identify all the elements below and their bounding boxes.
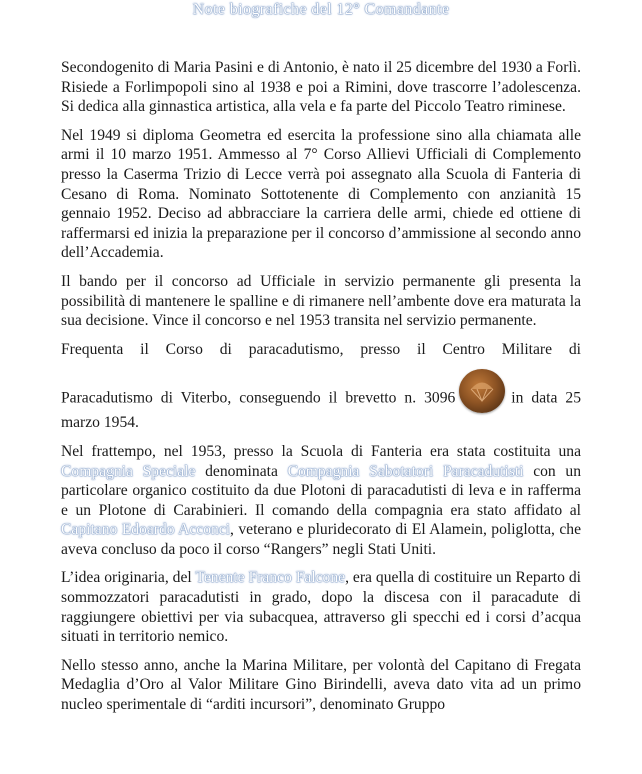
link-compagnia-speciale[interactable]: Compagnia Speciale [61, 462, 196, 480]
paragraph-4-text-b: in data 25 marzo 1954. [61, 389, 581, 432]
paragraph-6-text-b: , era quella di costituire un Reparto di sommozzatori paracadutisti in grado, dopo la discesa con il paracadute di raggiungere obiettivi per via subacquea, attraverso gli specchi ed i corsi d’acqua situati in territorio nemico. [61, 569, 581, 646]
link-tenente-falcone[interactable]: Tenente Franco Falcone [195, 569, 346, 587]
paragraph-4-line-1: Frequenta il Corso di paracadutismo, presso il Centro Militare di [61, 340, 581, 358]
paragraph-1: Secondogenito di Maria Pasini e di Antonio, è nato il 25 dicembre del 1930 a Forlì. Risiede a Forlimpopoli sino al 1938 e poi a Rimini, dove trascorre l’adolescenza. Si dedica alla ginnastica artistica, alla vela e fa parte del Piccolo Teatro riminese. [61, 59, 581, 116]
paragraph-4-text-a: Paracadutismo di Viterbo, conseguendo il brevetto n. 3096 [61, 389, 456, 407]
paragraph-6-text-a: L’idea originaria, del [61, 569, 196, 587]
paragraph-7: Nello stesso anno, anche la Marina Militare, per volontà del Capitano di Fregata Medaglia d’Oro al Valor Militare Gino Birindelli, aveva dato vita ad un primo nucleo sperimentale di “arditi incursori”, denominato Gruppo [61, 656, 581, 714]
paragraph-5-text-b: denominata [195, 462, 288, 480]
paragraph-3: Il bando per il concorso ad Ufficiale in servizio permanente gli presenta la possibilità di mantenere le spalline e di rimanere nell’ambente dove era maturata la sua decisione. Vince il concorso e nel 1953 transita nel servizio permanente. [61, 272, 581, 330]
paragraph-2: Nel 1949 si diploma Geometra ed esercita la professione sino alla chiamata alle armi il 10 marzo 1951. Ammesso al 7° Corso Allievi Ufficiali di Complemento presso la Caserma Trizio di Lecce verrà poi assegnato alla Scuola di Fanteria di Cesano di Roma. Nominato Sottotenente di Complemento con anzianità 15 gennaio 1952. Deciso ad abbracciare la carriera delle armi, chiede ed ottiene di raffermarsi ed inizia la preparazione per il concorso d’ammissione al secondo anno dell’Accademia. [61, 126, 581, 262]
paragraph-5 [61, 442, 581, 560]
link-compagnia-sabotatori[interactable]: Compagnia Sabotatori Paracadutisti [287, 462, 524, 480]
paragraph-5-text-a: Nel frattempo, nel 1953, presso la Scuola di Fanteria era stata costituita una [61, 442, 581, 460]
paragraph-5-text-c: con un particolare organico costituito da due Plotoni di paracadutisti di leva e in rafferma e un Plotone di Carabinieri. Il comando della compagnia era stato affidato al [61, 462, 582, 519]
paragraph-6 [61, 568, 581, 646]
parachute-badge-icon [459, 369, 505, 413]
paragraph-4 [61, 385, 581, 433]
page-title: Note biografiche del 12° Comandante [192, 1, 450, 18]
document-body [61, 58, 581, 724]
paragraph-5-text-d: , veterano e pluridecorato di El Alamein, poliglotta, che aveva concluso da poco il corso “Rangers” negli Stati Uniti. [61, 521, 581, 558]
link-capitano-acconci[interactable]: Capitano Edoardo Acconci [61, 521, 231, 539]
